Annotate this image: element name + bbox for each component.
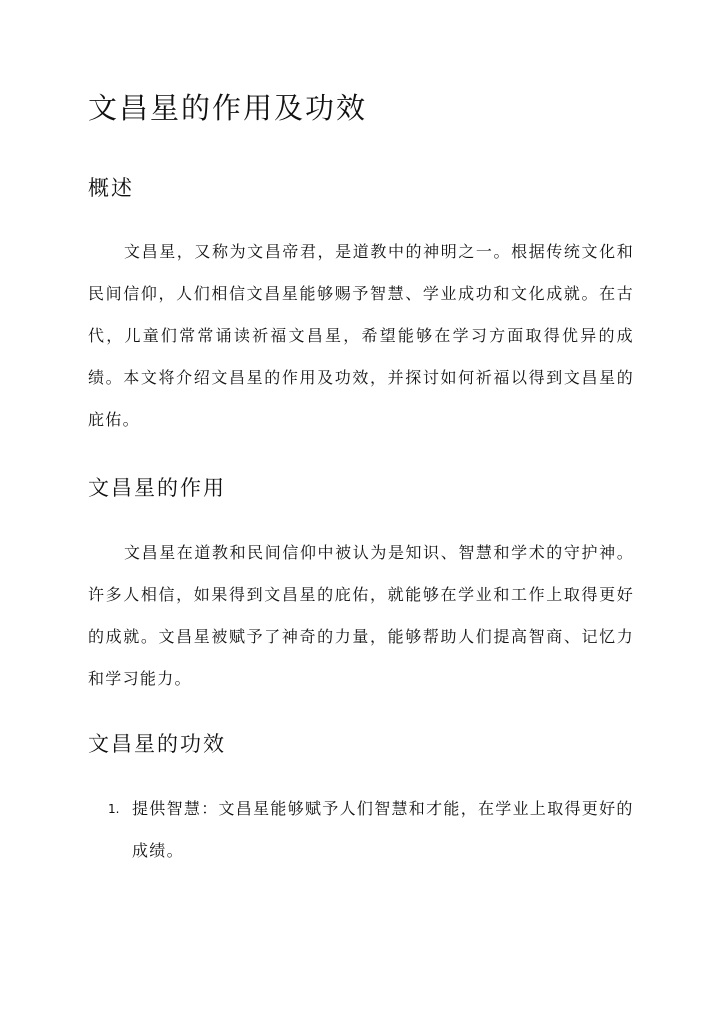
list-item-text: 提供智慧：文昌星能够赋予人们智慧和才能，在学业上取得更好的成绩。 <box>132 799 634 860</box>
section-heading-efficacy: 文昌星的功效 <box>88 732 226 756</box>
section-heading-function: 文昌星的作用 <box>88 476 226 500</box>
list-number: 1. <box>108 802 120 816</box>
list-item <box>88 788 634 872</box>
document-title: 文昌星的作用及功效 <box>88 91 368 125</box>
function-paragraph: 文昌星在道教和民间信仰中被认为是知识、智慧和学术的守护神。许多人相信，如果得到文昌星的庇佑，就能够在学业和工作上取得更好的成就。文昌星被赋予了神奇的力量，能够帮助人们提高智商、记忆力和学习能力。 <box>88 543 634 688</box>
overview-paragraph: 文昌星，又称为文昌帝君，是道教中的神明之一。根据传统文化和民间信仰，人们相信文昌星能够赐予智慧、学业成功和文化成就。在古代，儿童们常常诵读祈福文昌星，希望能够在学习方面取得优异的成绩。本文将介绍文昌星的作用及功效，并探讨如何祈福以得到文昌星的庇佑。 <box>88 242 634 429</box>
section-heading-overview: 概述 <box>88 176 134 200</box>
